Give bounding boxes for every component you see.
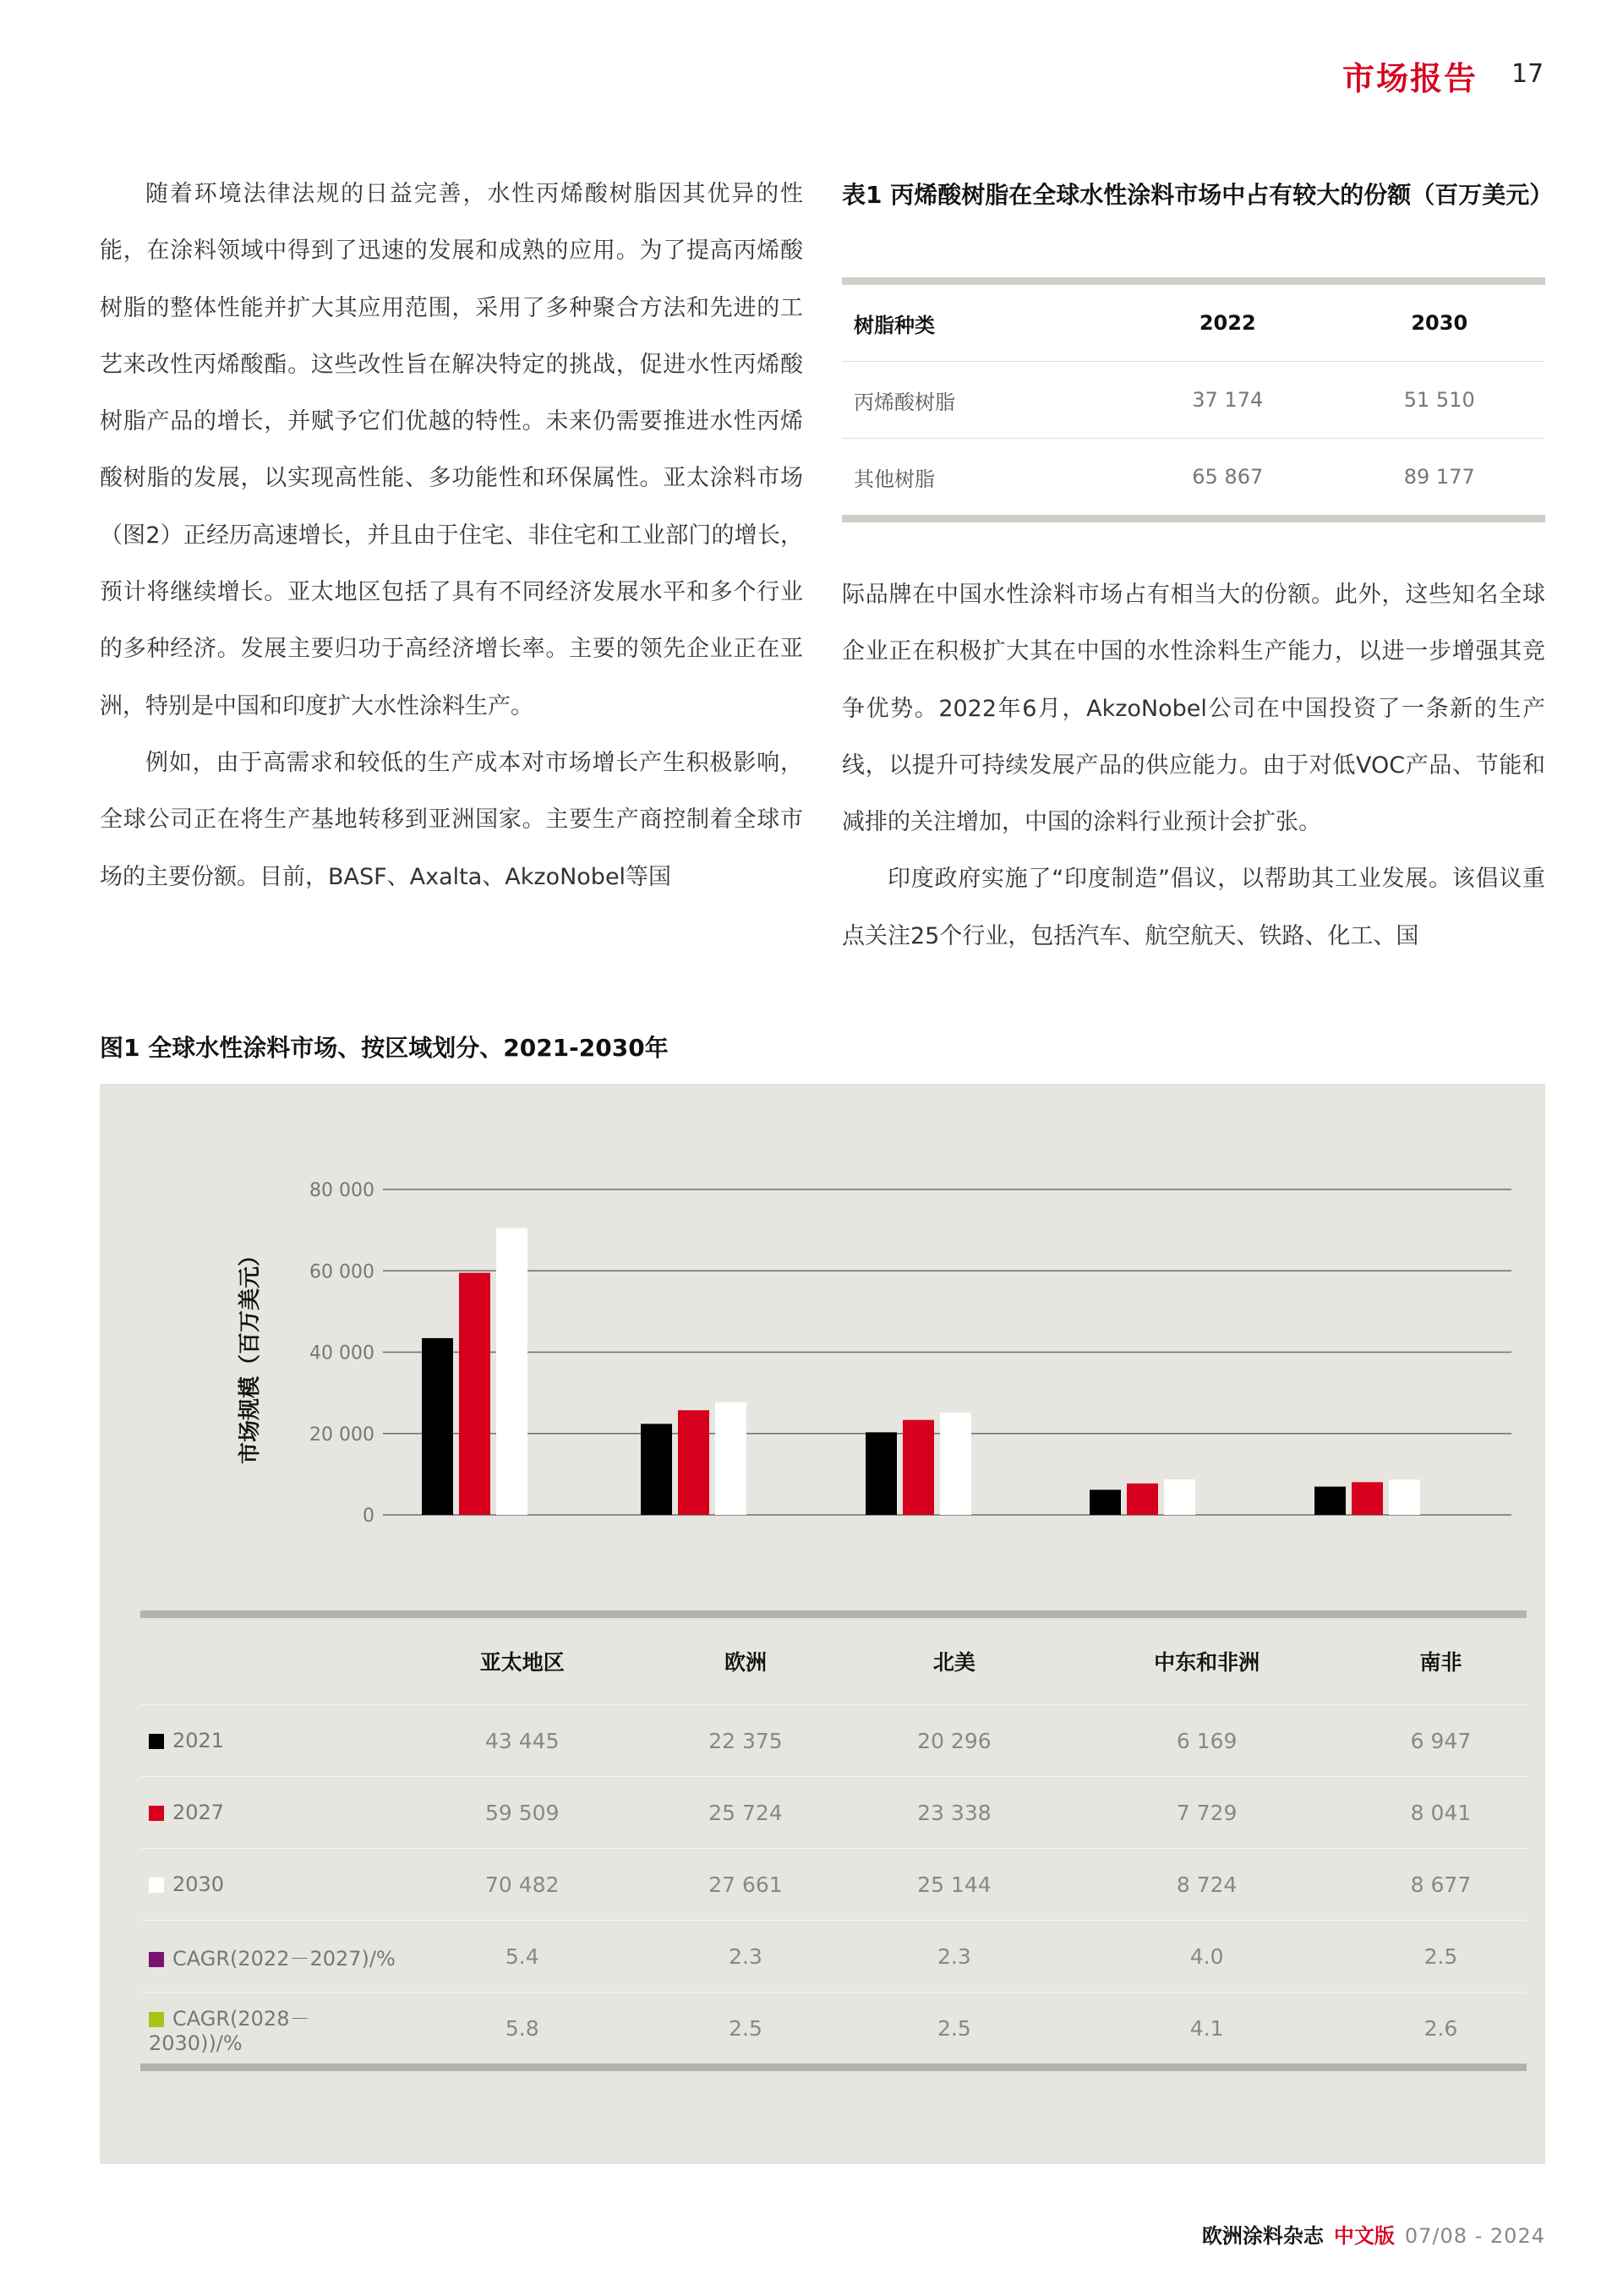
table-row bbox=[140, 1705, 1527, 1777]
data-label: 8 724 bbox=[1058, 1849, 1355, 1921]
bar-2030 bbox=[1164, 1479, 1195, 1515]
data-label: 8 041 bbox=[1355, 1777, 1527, 1849]
y-tick-label: 80 000 bbox=[309, 1180, 374, 1201]
data-label: 6 947 bbox=[1355, 1705, 1527, 1777]
data-label: 20 296 bbox=[850, 1705, 1058, 1777]
left-text-column bbox=[100, 166, 803, 905]
legend-swatch-2030 bbox=[149, 1878, 164, 1893]
bar-2021 bbox=[641, 1424, 672, 1515]
data-label: 5.8 bbox=[505, 2015, 539, 2041]
y-tick-label: 40 000 bbox=[309, 1342, 374, 1364]
bar-2030 bbox=[1389, 1479, 1420, 1515]
legend-swatch-cagr-2028-2030 bbox=[149, 2012, 164, 2027]
paragraph: 印度政府实施了“印度制造”倡议，以帮助其工业发展。该倡议重点关注25个行业，包括汽车、航空航天、铁路、化工、国 bbox=[842, 866, 1545, 949]
table-row bbox=[140, 1849, 1527, 1921]
bar-2030 bbox=[715, 1402, 746, 1515]
data-label: 4.1 bbox=[1189, 2015, 1224, 2041]
data-label: 7 729 bbox=[1058, 1777, 1355, 1849]
data-label: 2.3 bbox=[642, 1921, 850, 1993]
y-tick-label: 0 bbox=[363, 1506, 374, 1527]
data-label: 25 724 bbox=[642, 1777, 850, 1849]
data-label: 25 144 bbox=[850, 1849, 1058, 1921]
section-title: 市场报告 bbox=[1342, 60, 1478, 97]
table-cell: 51 510 bbox=[1334, 362, 1546, 439]
page-footer bbox=[1202, 2219, 1545, 2249]
legend-swatch-2027 bbox=[149, 1806, 164, 1821]
table-row bbox=[140, 1777, 1527, 1849]
bar-2027 bbox=[459, 1273, 490, 1515]
legend-label: CAGR(2022－2027)/% bbox=[172, 1946, 396, 1971]
bar-2021 bbox=[866, 1432, 897, 1515]
bar-2030 bbox=[496, 1228, 527, 1515]
y-axis-label: 市场规模（百万美元） bbox=[238, 1244, 263, 1465]
column-header: 树脂种类 bbox=[842, 282, 1122, 362]
table-cell: 65 867 bbox=[1192, 465, 1264, 489]
table-cell: 37 174 bbox=[1122, 362, 1333, 439]
legend-label: CAGR(2028－2030))/% bbox=[149, 2006, 310, 2055]
legend-swatch-2021 bbox=[149, 1734, 164, 1749]
data-label: 2.3 bbox=[850, 1921, 1058, 1993]
data-label: 59 509 bbox=[403, 1777, 642, 1849]
table-header-row bbox=[140, 1615, 1527, 1705]
data-label: 2.5 bbox=[1355, 1921, 1527, 1993]
data-label: 4.0 bbox=[1058, 1921, 1355, 1993]
data-label: 23 338 bbox=[850, 1777, 1058, 1849]
data-label: 2.5 bbox=[729, 2015, 762, 2041]
column-header: 2022 bbox=[1122, 282, 1333, 362]
paragraph: 际品牌在中国水性涂料市场占有相当大的份额。此外，这些知名全球企业正在积极扩大其在中国的水性涂料生产能力，以进一步增强其竞争优势。2022年6月，AkzoNobel公司在中国投资了一条新的生产线，以提升可持续发展产品的供应能力。由于对低VOC产品、节能和减排的关注增加，中国的涂料行业预计会扩张。 bbox=[842, 582, 1545, 836]
figure-panel bbox=[100, 1084, 1545, 2164]
column-header: 北美 bbox=[850, 1615, 1058, 1705]
table-row bbox=[140, 1993, 1527, 2068]
bar-2027 bbox=[678, 1410, 709, 1515]
y-tick-label: 20 000 bbox=[309, 1424, 374, 1446]
edition-label: 中文版 bbox=[1333, 2224, 1395, 2248]
data-label: 5.4 bbox=[403, 1921, 642, 1993]
bar-chart bbox=[100, 1084, 1545, 1591]
legend-label: 2021 bbox=[172, 1729, 225, 1752]
row-label bbox=[140, 1849, 403, 1921]
bar-2027 bbox=[903, 1420, 934, 1515]
data-label: 2.6 bbox=[1424, 2015, 1458, 2041]
column-header: 2030 bbox=[1334, 282, 1546, 362]
y-tick-label: 60 000 bbox=[309, 1261, 374, 1283]
data-label: 2.5 bbox=[937, 2015, 971, 2041]
figure-title: 图1 全球水性涂料市场、按区域划分、2021-2030年 bbox=[100, 1034, 669, 1062]
paragraph: 例如，由于高需求和较低的生产成本对市场增长产生积极影响，全球公司正在将生产基地转移到亚洲国家。主要生产商控制着全球市场的主要份额。目前，BASF、Axalta、AkzoNobel等国 bbox=[100, 749, 803, 890]
table-row bbox=[842, 362, 1545, 439]
bar-2030 bbox=[940, 1413, 971, 1515]
table-header-row bbox=[842, 282, 1545, 362]
legend-swatch-cagr-2022-2027 bbox=[149, 1952, 164, 1967]
bar-2027 bbox=[1127, 1484, 1158, 1515]
column-header: 欧洲 bbox=[642, 1615, 850, 1705]
row-label bbox=[140, 1921, 403, 1993]
column-header: 中东和非洲 bbox=[1058, 1615, 1355, 1705]
legend-label: 2027 bbox=[172, 1801, 225, 1824]
column-header: 亚太地区 bbox=[403, 1615, 642, 1705]
table-cell: 丙烯酸树脂 bbox=[842, 362, 1122, 439]
row-label bbox=[140, 1777, 403, 1849]
data-label: 8 677 bbox=[1355, 1849, 1527, 1921]
data-label: 70 482 bbox=[403, 1849, 642, 1921]
table1-title: 表1 丙烯酸树脂在全球水性涂料市场中占有较大的份额（百万美元） bbox=[842, 181, 1554, 209]
bar-2021 bbox=[1090, 1490, 1121, 1515]
legend-label: 2030 bbox=[172, 1872, 225, 1896]
table-cell: 其他树脂 bbox=[854, 467, 935, 491]
right-text-column bbox=[842, 566, 1545, 965]
data-label: 6 169 bbox=[1058, 1705, 1355, 1777]
data-label: 43 445 bbox=[403, 1705, 642, 1777]
row-label bbox=[140, 1705, 403, 1777]
resin-share-table bbox=[842, 277, 1545, 522]
paragraph: 随着环境法律法规的日益完善，水性丙烯酸树脂因其优异的性能，在涂料领域中得到了迅速的发展和成熟的应用。为了提高丙烯酸树脂的整体性能并扩大其应用范围，采用了多种聚合方法和先进的工艺来改性丙烯酸酯。这些改性旨在解决特定的挑战，促进水性丙烯酸树脂产品的增长，并赋予它们优越的特性。未来仍需要推进水性丙烯酸树脂的发展，以实现高性能、多功能性和环保属性。亚太涂料市场（图2）正经历高速增长，并且由于住宅、非住宅和工业部门的增长，预计将继续增长。亚太地区包括了具有不同经济发展水平和多个行业的多种经济。发展主要归功于高经济增长率。主要的领先企业正在亚洲，特别是中国和印度扩大水性涂料生产。 bbox=[100, 181, 803, 719]
column-header: 南非 bbox=[1355, 1615, 1527, 1705]
data-label: 27 661 bbox=[642, 1849, 850, 1921]
bar-2027 bbox=[1352, 1482, 1383, 1515]
table-cell: 89 177 bbox=[1403, 465, 1475, 489]
table-row bbox=[842, 439, 1545, 519]
chart-data-table bbox=[140, 1610, 1527, 2071]
page-number: 17 bbox=[1511, 59, 1544, 89]
bar-2021 bbox=[1314, 1487, 1346, 1515]
magazine-name: 欧洲涂料杂志 bbox=[1201, 2224, 1324, 2248]
column-header bbox=[140, 1615, 403, 1705]
bar-2021 bbox=[422, 1338, 453, 1515]
table-row bbox=[140, 1921, 1527, 1993]
row-label bbox=[140, 1993, 403, 2068]
issue-date: 07/08 - 2024 bbox=[1404, 2224, 1545, 2248]
data-label: 22 375 bbox=[642, 1705, 850, 1777]
